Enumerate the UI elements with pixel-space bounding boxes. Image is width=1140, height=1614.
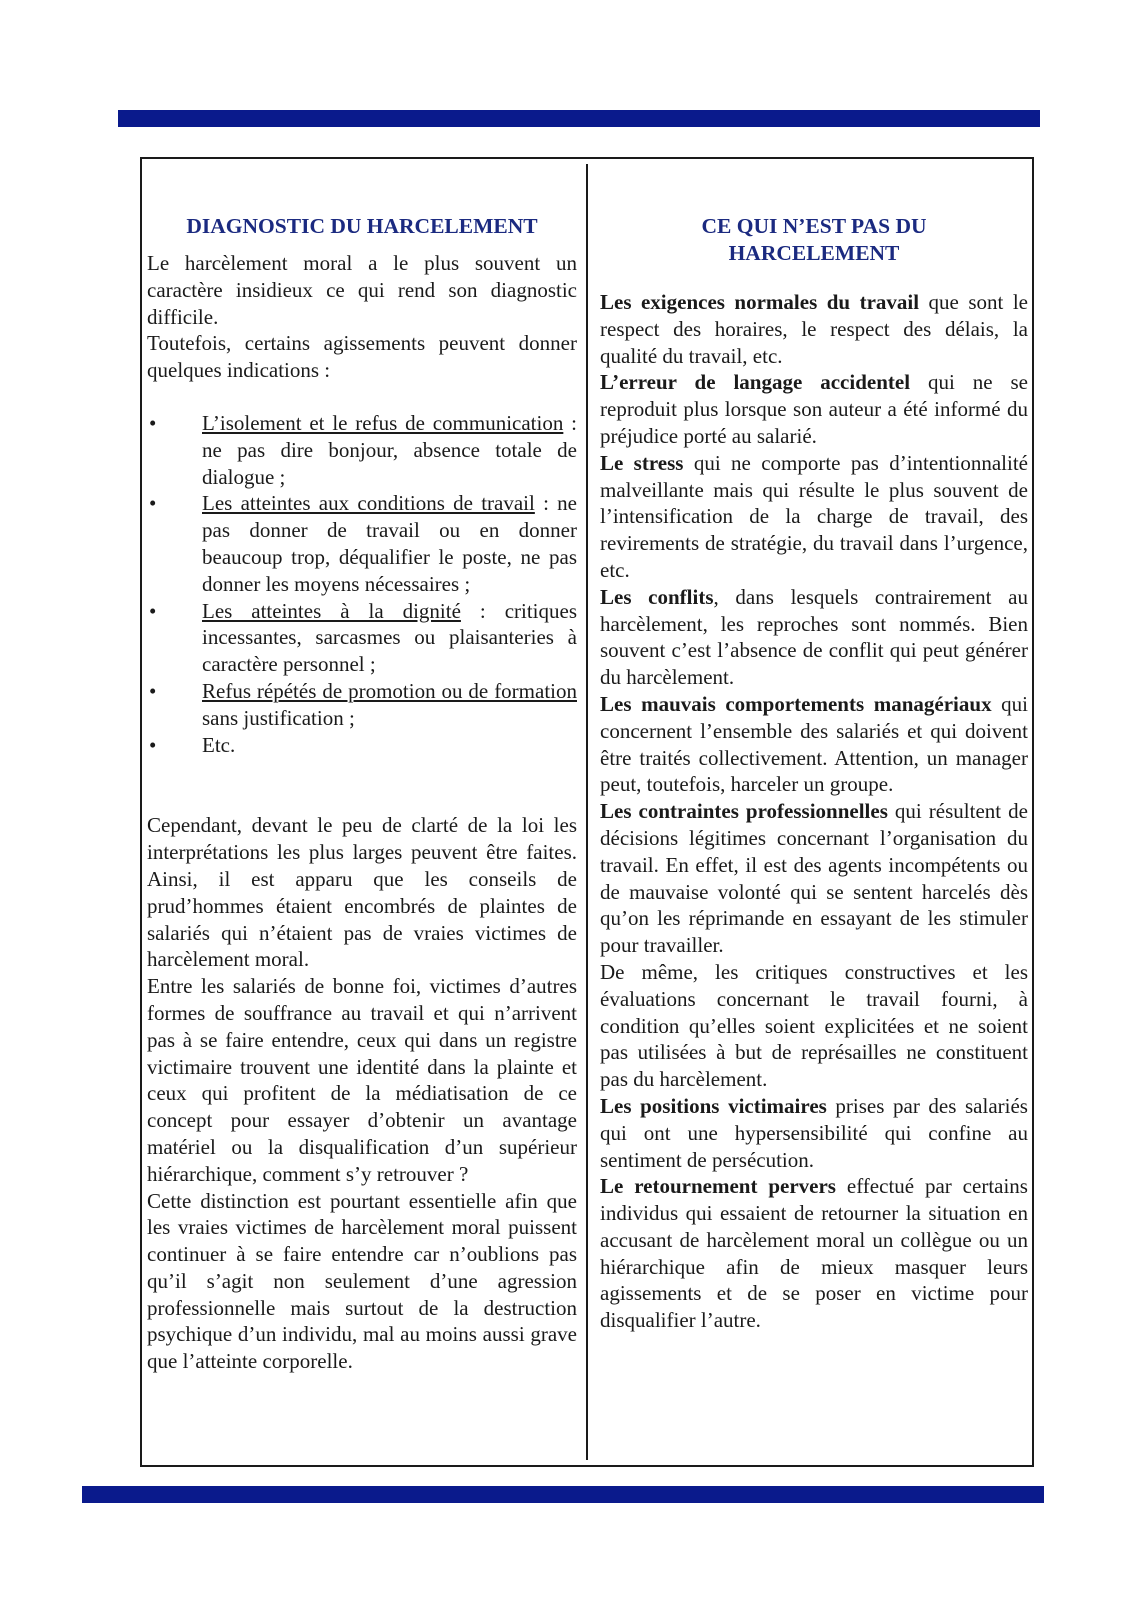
left-column-title: DIAGNOSTIC DU HARCELEMENT	[186, 214, 538, 238]
right-item	[600, 1173, 1028, 1334]
left-paragraph-3: Cette distinction est pourtant essentielle afin que les vraies victimes de harcèlement moral puissent continuer à se faire entendre car n’oublions pas qu’il s’agit non seulement d’une agression professionnelle mais surtout de la destruction psychique d’un individu, mal au moins aussi grave que l’atteinte corporelle.	[147, 1188, 577, 1374]
list-item-label: Les atteintes aux conditions de travail	[202, 491, 535, 516]
right-item-text: qui ne se reproduit plus lorsque son auteur a été informé du préjudice porté au salarié.	[600, 370, 1028, 448]
top-header-bar	[118, 110, 1040, 127]
left-intro-2: Toutefois, certains agissements peuvent donner quelques indications :	[147, 331, 577, 383]
right-item-text: qui concernent l’ensemble des salariés et qui doivent être traités collectivement. Attention, un manager peut, toutefois, harceler un groupe.	[600, 691, 1029, 797]
list-item	[147, 410, 577, 490]
column-divider	[586, 164, 588, 1460]
right-item-text: effectué par certains individus qui essaient de retourner la situation en accusant de harcèlement moral un collègue ou un hiérarchique afin de mieux masquer leurs agissements et de se poser en victime pour disqualifier l’autre.	[600, 1174, 1028, 1333]
right-item	[600, 289, 1028, 369]
right-item-heading: Les conflits	[600, 584, 714, 609]
bottom-footer-bar	[82, 1486, 1044, 1503]
left-paragraph-1: Cependant, devant le peu de clarté de la loi les interprétations les plus larges peuvent être faites. Ainsi, il est apparu que les conseils de prud’hommes étaient encombrés de plaintes de salariés qui n’étaient pas de vraies victimes de harcèlement moral.	[147, 813, 577, 972]
right-column-title: CE QUI N’EST PAS DU HARCELEMENT	[701, 214, 927, 265]
right-item-heading: Les positions victimaires	[600, 1093, 827, 1118]
indicator-list	[147, 410, 577, 758]
list-item-text: : ne pas donner de travail ou en donner beaucoup trop, déqualifier le poste, ne pas donner les moyens nécessaires ;	[202, 491, 578, 596]
list-item-label: Refus répétés de promotion ou de formation	[202, 678, 577, 703]
list-item	[147, 732, 577, 759]
list-item-text: : critiques incessantes, sarcasmes ou plaisanteries à caractère personnel ;	[202, 598, 577, 677]
right-item	[600, 450, 1028, 584]
right-item-heading: Le retournement pervers	[600, 1174, 836, 1199]
list-item-text: : ne pas dire bonjour, absence totale de dialogue ;	[202, 410, 577, 489]
list-item-text: sans justification ;	[202, 705, 355, 730]
right-item	[600, 798, 1028, 959]
right-column	[600, 213, 1028, 1334]
right-item-text: qui ne comporte pas d’intentionnalité malveillante mais qui résulte le plus souvent de l’intensification de la charge de travail, des revirements de stratégie, du travail dans l’urgence, etc.	[600, 450, 1029, 582]
list-item	[147, 490, 577, 597]
right-item-heading: Les mauvais comportements managériaux	[600, 691, 992, 716]
right-item-heading: Les contraintes professionnelles	[600, 799, 888, 824]
right-item	[600, 1093, 1028, 1173]
right-item-text: que sont le respect des horaires, le respect des délais, la qualité du travail, etc.	[600, 290, 1028, 368]
right-item-text: prises par des salariés qui ont une hypersensibilité qui confine au sentiment de persécution.	[600, 1093, 1028, 1172]
list-item	[147, 678, 577, 732]
right-item	[600, 691, 1028, 798]
right-item-text: , dans lesquels contrairement au harcèlement, les reproches sont nommés. Bien souvent c’est l’absence de conflit qui peut générer du harcèlement.	[600, 584, 1029, 690]
right-item-text: De même, les critiques constructives et les évaluations concernant le travail fourni, à condition qu’elles soient explicitées et ne soient pas utilisées à but de représailles ne constituent pas du harcèlement.	[600, 959, 1028, 1092]
right-item	[600, 584, 1028, 691]
list-item-text: Etc.	[202, 732, 236, 757]
left-paragraph-2: Entre les salariés de bonne foi, victimes d’autres formes de souffrance au travail et qui n’arrivent pas à se faire entendre, ceux qui dans un registre victimaire trouvent une identité dans la plainte et ceux qui profitent de la médiatisation de ce concept pour essayer d’obtenir un avantage matériel ou la disqualification d’un supérieur hiérarchique, comment s’y retrouver ?	[147, 974, 577, 1186]
right-item-text: qui résultent de décisions légitimes concernant l’organisation du travail. En effet, il est des agents incompétents ou de mauvaise volonté qui se sentent harcelés dès qu’on les réprimande en essayant de les stimuler pour travailler.	[600, 799, 1028, 958]
list-item-label: Les atteintes à la dignité	[202, 598, 461, 623]
right-item-heading: L’erreur de langage accidentel	[600, 370, 911, 395]
right-item	[600, 369, 1028, 449]
list-item	[147, 598, 577, 678]
right-item	[600, 959, 1028, 1093]
right-item-heading: Le stress	[600, 450, 684, 475]
left-column	[147, 213, 577, 1375]
list-item-label: L’isolement et le refus de communication	[202, 410, 564, 435]
right-item-heading: Les exigences normales du travail	[600, 290, 920, 314]
left-intro: Le harcèlement moral a le plus souvent un caractère insidieux ce qui rend son diagnostic difficile.	[147, 251, 577, 329]
